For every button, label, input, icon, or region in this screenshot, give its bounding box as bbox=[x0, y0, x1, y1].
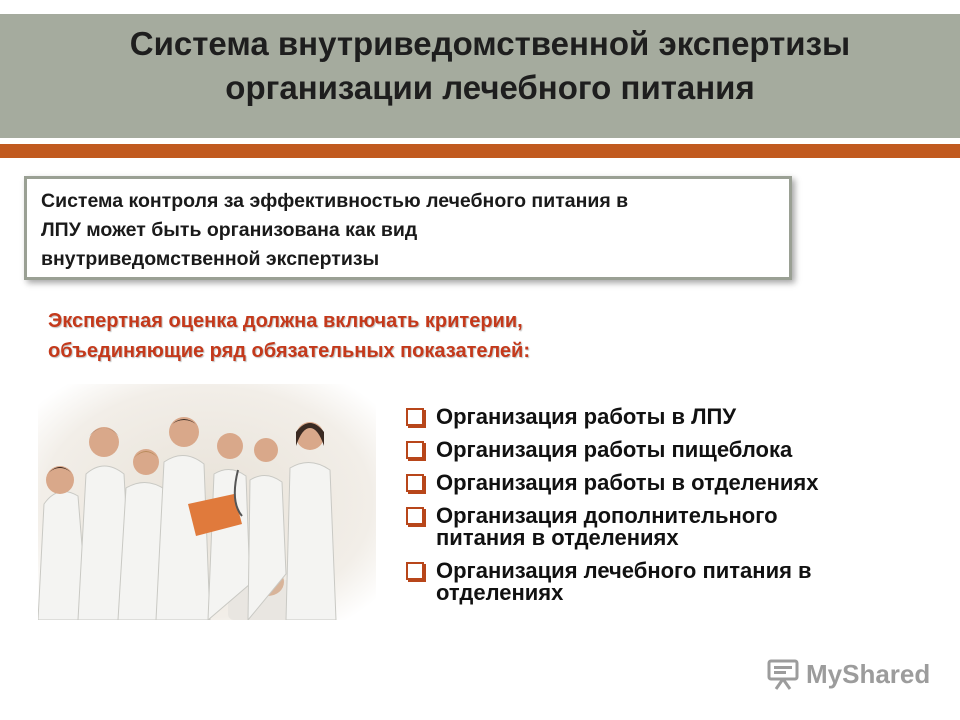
list-item bbox=[404, 560, 944, 604]
definition-line-2: ЛПУ может быть организована как вид bbox=[41, 219, 418, 241]
checkbox-bullet-icon bbox=[406, 507, 424, 525]
list-item-text-continued: отделениях bbox=[436, 580, 564, 605]
list-item-text: Организация работы пищеблока bbox=[436, 437, 793, 462]
list-item bbox=[404, 505, 944, 549]
list-item-text-continued: питания в отделениях bbox=[436, 525, 679, 550]
definition-line-3: внутриведомственной экспертизы bbox=[41, 248, 380, 270]
criteria-subtitle-line-1: Экспертная оценка должна включать критерии, bbox=[48, 310, 523, 332]
criteria-subtitle bbox=[48, 306, 668, 366]
checkbox-bullet-icon bbox=[406, 474, 424, 492]
slide-title bbox=[60, 22, 920, 110]
doctors-photo bbox=[38, 384, 376, 620]
logo-text: MyShared bbox=[806, 658, 931, 689]
definition-box bbox=[24, 176, 792, 280]
list-item bbox=[404, 439, 944, 461]
checkbox-bullet-icon bbox=[406, 562, 424, 580]
checkbox-bullet-icon bbox=[406, 408, 424, 426]
slide-title-line-2: организации лечебного питания bbox=[225, 69, 755, 106]
slide-title-line-1: Система внутриведомственной экспертизы bbox=[129, 25, 851, 62]
criteria-subtitle-line-2: объединяющие ряд обязательных показателей: bbox=[48, 340, 531, 362]
definition-line-1: Система контроля за эффективностью лечебного питания в bbox=[41, 190, 629, 212]
list-item-text: Организация дополнительного bbox=[436, 503, 778, 528]
list-item-text: Организация лечебного питания в bbox=[436, 558, 812, 583]
criteria-list bbox=[404, 406, 944, 615]
list-item bbox=[404, 472, 944, 494]
myshared-logo[interactable] bbox=[766, 656, 930, 692]
presentation-board-icon bbox=[766, 657, 800, 691]
accent-stripe bbox=[0, 144, 960, 158]
checkbox-bullet-icon bbox=[406, 441, 424, 459]
list-item-text: Организация работы в отделениях bbox=[436, 470, 819, 495]
list-item bbox=[404, 406, 944, 428]
list-item-text: Организация работы в ЛПУ bbox=[436, 404, 737, 429]
